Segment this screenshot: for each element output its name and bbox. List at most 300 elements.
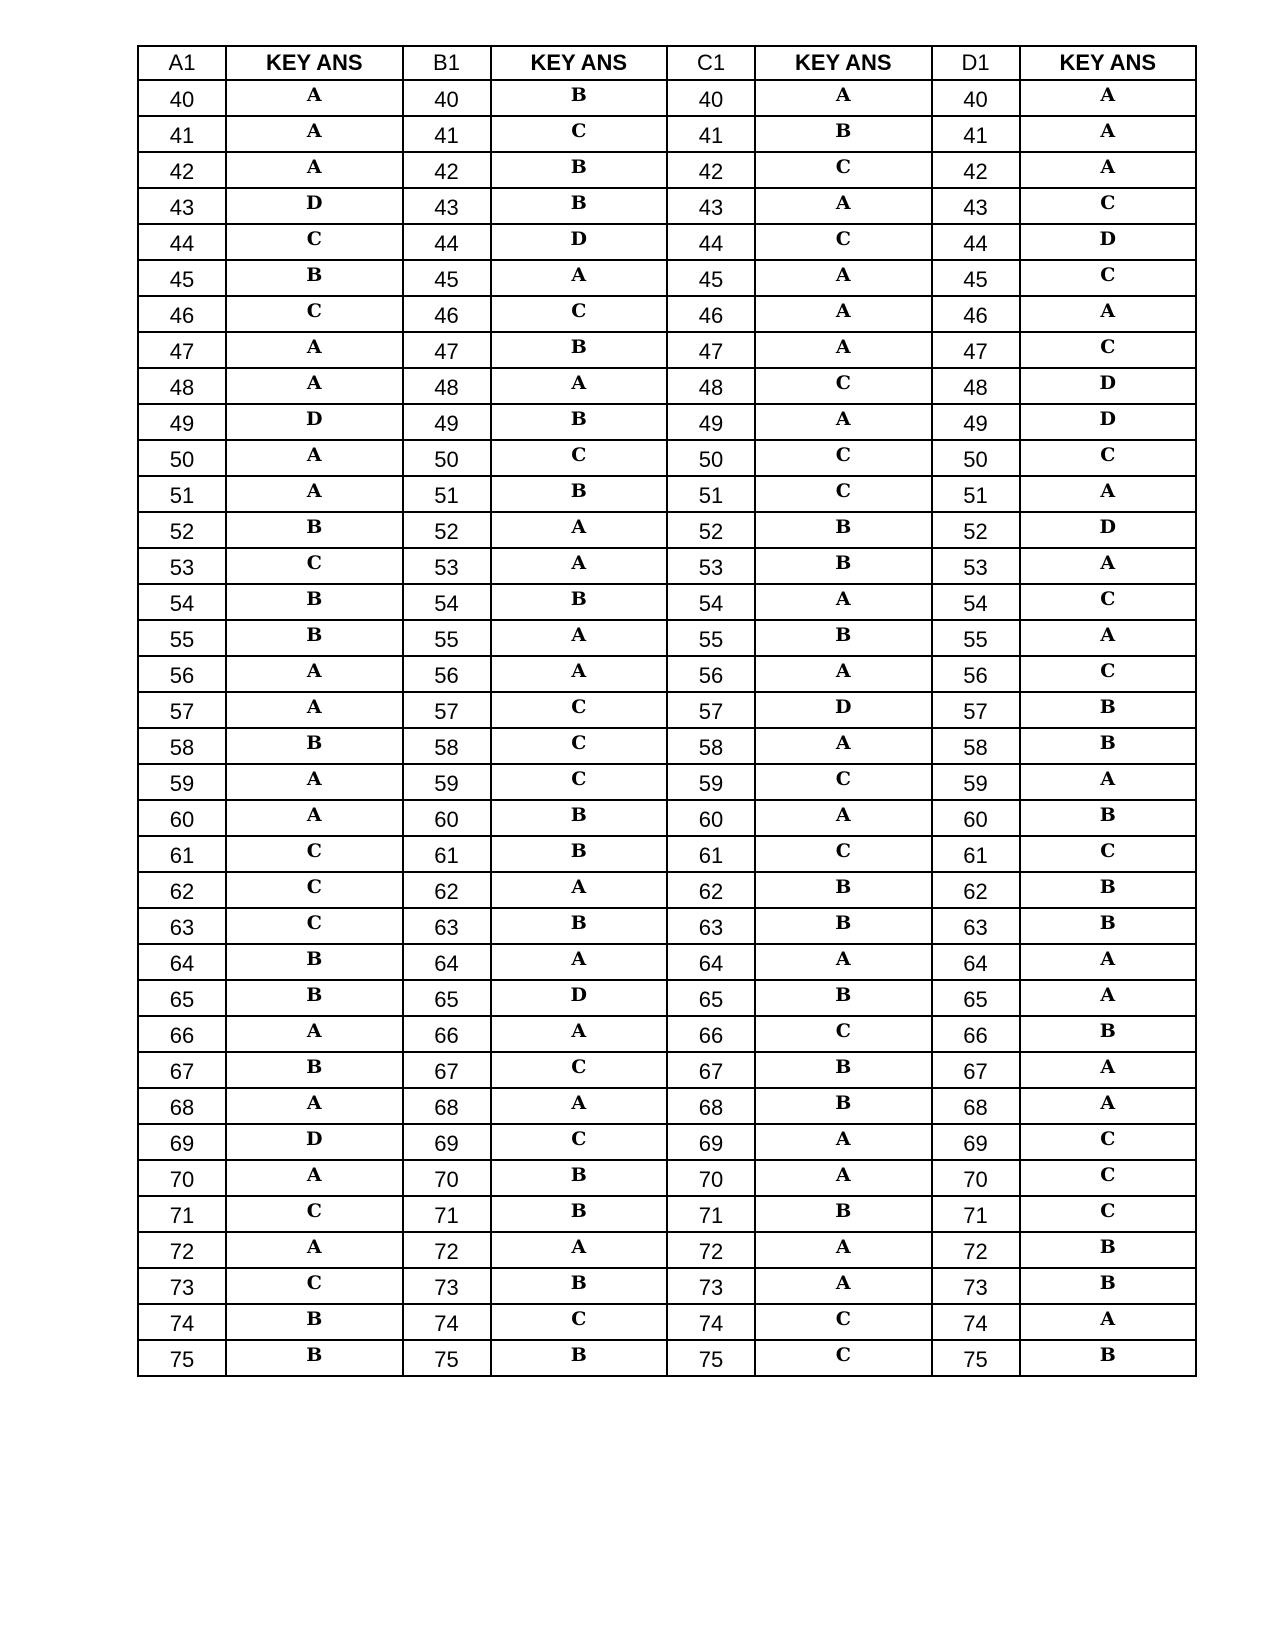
question-number-b1: 41 [403, 116, 491, 152]
question-number-b1: 68 [403, 1088, 491, 1124]
question-number-a1: 74 [138, 1304, 226, 1340]
key-answer-d1: A [1020, 296, 1197, 332]
key-answer-a1: C [226, 224, 403, 260]
question-number-c1: 70 [667, 1160, 755, 1196]
question-number-a1: 52 [138, 512, 226, 548]
question-number-c1: 73 [667, 1268, 755, 1304]
table-row [138, 368, 1196, 404]
key-answer-a1: C [226, 548, 403, 584]
key-answer-a1: A [226, 1160, 403, 1196]
question-number-a1: 69 [138, 1124, 226, 1160]
key-answer-c1: B [755, 1196, 932, 1232]
key-answer-d1: B [1020, 872, 1197, 908]
question-number-d1: 60 [932, 800, 1020, 836]
key-answer-a1: C [226, 296, 403, 332]
key-answer-d1: C [1020, 1124, 1197, 1160]
key-answer-b1: A [491, 1232, 668, 1268]
question-number-d1: 58 [932, 728, 1020, 764]
key-answer-b1: B [491, 476, 668, 512]
question-number-b1: 73 [403, 1268, 491, 1304]
question-number-a1: 70 [138, 1160, 226, 1196]
question-number-b1: 75 [403, 1340, 491, 1376]
key-answer-a1: A [226, 440, 403, 476]
key-answer-c1: C [755, 1304, 932, 1340]
key-answer-c1: C [755, 1340, 932, 1376]
key-answer-b1: B [491, 332, 668, 368]
header-key-ans-a1: KEY ANS [226, 46, 403, 80]
key-answer-b1: B [491, 1268, 668, 1304]
question-number-a1: 45 [138, 260, 226, 296]
key-answer-d1: D [1020, 512, 1197, 548]
key-answer-a1: C [226, 872, 403, 908]
table-row [138, 116, 1196, 152]
question-number-d1: 43 [932, 188, 1020, 224]
key-answer-a1: D [226, 404, 403, 440]
key-answer-c1: C [755, 836, 932, 872]
question-number-a1: 64 [138, 944, 226, 980]
question-number-a1: 44 [138, 224, 226, 260]
table-row [138, 152, 1196, 188]
question-number-d1: 62 [932, 872, 1020, 908]
key-answer-a1: A [226, 1232, 403, 1268]
question-number-d1: 68 [932, 1088, 1020, 1124]
key-answer-d1: B [1020, 1340, 1197, 1376]
question-number-a1: 47 [138, 332, 226, 368]
key-answer-d1: C [1020, 440, 1197, 476]
key-answer-a1: B [226, 728, 403, 764]
key-answer-d1: B [1020, 908, 1197, 944]
question-number-c1: 66 [667, 1016, 755, 1052]
key-answer-c1: A [755, 188, 932, 224]
question-number-a1: 50 [138, 440, 226, 476]
key-answer-b1: B [491, 80, 668, 116]
question-number-d1: 49 [932, 404, 1020, 440]
key-answer-b1: D [491, 224, 668, 260]
key-answer-a1: B [226, 620, 403, 656]
question-number-d1: 51 [932, 476, 1020, 512]
key-answer-a1: C [226, 1196, 403, 1232]
question-number-b1: 63 [403, 908, 491, 944]
question-number-d1: 63 [932, 908, 1020, 944]
question-number-c1: 51 [667, 476, 755, 512]
key-answer-a1: B [226, 1304, 403, 1340]
question-number-b1: 54 [403, 584, 491, 620]
key-answer-d1: A [1020, 764, 1197, 800]
table-row [138, 836, 1196, 872]
question-number-a1: 41 [138, 116, 226, 152]
question-number-a1: 46 [138, 296, 226, 332]
question-number-d1: 64 [932, 944, 1020, 980]
key-answer-d1: C [1020, 188, 1197, 224]
key-answer-c1: A [755, 1160, 932, 1196]
question-number-a1: 49 [138, 404, 226, 440]
question-number-a1: 56 [138, 656, 226, 692]
question-number-b1: 65 [403, 980, 491, 1016]
question-number-d1: 55 [932, 620, 1020, 656]
table-row [138, 188, 1196, 224]
table-row [138, 404, 1196, 440]
key-answer-d1: A [1020, 548, 1197, 584]
key-answer-b1: B [491, 404, 668, 440]
key-answer-c1: B [755, 980, 932, 1016]
question-number-d1: 65 [932, 980, 1020, 1016]
key-answer-c1: A [755, 80, 932, 116]
question-number-b1: 61 [403, 836, 491, 872]
key-answer-d1: C [1020, 656, 1197, 692]
key-answer-a1: B [226, 980, 403, 1016]
question-number-a1: 60 [138, 800, 226, 836]
question-number-c1: 43 [667, 188, 755, 224]
question-number-b1: 48 [403, 368, 491, 404]
key-answer-c1: A [755, 332, 932, 368]
question-number-d1: 46 [932, 296, 1020, 332]
question-number-c1: 55 [667, 620, 755, 656]
key-answer-d1: B [1020, 728, 1197, 764]
key-answer-c1: B [755, 1052, 932, 1088]
question-number-d1: 44 [932, 224, 1020, 260]
table-row [138, 1088, 1196, 1124]
key-answer-b1: D [491, 980, 668, 1016]
key-answer-c1: A [755, 1124, 932, 1160]
question-number-a1: 75 [138, 1340, 226, 1376]
question-number-d1: 52 [932, 512, 1020, 548]
key-answer-b1: B [491, 584, 668, 620]
question-number-c1: 71 [667, 1196, 755, 1232]
key-answer-b1: C [491, 440, 668, 476]
question-number-c1: 45 [667, 260, 755, 296]
table-row [138, 296, 1196, 332]
table-row [138, 1232, 1196, 1268]
question-number-c1: 74 [667, 1304, 755, 1340]
table-row [138, 224, 1196, 260]
key-answer-d1: A [1020, 152, 1197, 188]
table-row [138, 620, 1196, 656]
table-row [138, 584, 1196, 620]
key-answer-c1: A [755, 728, 932, 764]
key-answer-c1: B [755, 548, 932, 584]
table-row [138, 1340, 1196, 1376]
question-number-b1: 53 [403, 548, 491, 584]
key-answer-b1: A [491, 260, 668, 296]
key-answer-c1: C [755, 476, 932, 512]
key-answer-a1: B [226, 512, 403, 548]
key-answer-a1: A [226, 1016, 403, 1052]
question-number-b1: 42 [403, 152, 491, 188]
key-answer-a1: C [226, 836, 403, 872]
question-number-c1: 42 [667, 152, 755, 188]
key-answer-a1: A [226, 764, 403, 800]
question-number-b1: 74 [403, 1304, 491, 1340]
question-number-c1: 40 [667, 80, 755, 116]
key-answer-c1: A [755, 260, 932, 296]
question-number-b1: 57 [403, 692, 491, 728]
key-answer-b1: B [491, 1340, 668, 1376]
table-row [138, 332, 1196, 368]
key-answer-b1: A [491, 368, 668, 404]
key-answer-d1: C [1020, 1196, 1197, 1232]
key-answer-b1: A [491, 656, 668, 692]
question-number-c1: 46 [667, 296, 755, 332]
key-answer-c1: C [755, 764, 932, 800]
question-number-c1: 61 [667, 836, 755, 872]
table-row [138, 908, 1196, 944]
question-number-d1: 41 [932, 116, 1020, 152]
key-answer-d1: D [1020, 368, 1197, 404]
table-row [138, 512, 1196, 548]
question-number-a1: 54 [138, 584, 226, 620]
key-answer-d1: B [1020, 800, 1197, 836]
key-answer-c1: A [755, 296, 932, 332]
table-row [138, 1196, 1196, 1232]
key-answer-b1: A [491, 512, 668, 548]
key-answer-d1: B [1020, 1268, 1197, 1304]
question-number-a1: 61 [138, 836, 226, 872]
key-answer-c1: B [755, 620, 932, 656]
question-number-a1: 55 [138, 620, 226, 656]
question-number-c1: 62 [667, 872, 755, 908]
key-answer-b1: B [491, 1160, 668, 1196]
question-number-a1: 51 [138, 476, 226, 512]
key-answer-c1: B [755, 116, 932, 152]
question-number-a1: 48 [138, 368, 226, 404]
question-number-a1: 67 [138, 1052, 226, 1088]
key-answer-c1: A [755, 584, 932, 620]
question-number-c1: 54 [667, 584, 755, 620]
key-answer-d1: A [1020, 1088, 1197, 1124]
table-row [138, 80, 1196, 116]
question-number-a1: 72 [138, 1232, 226, 1268]
question-number-b1: 50 [403, 440, 491, 476]
question-number-d1: 56 [932, 656, 1020, 692]
question-number-b1: 71 [403, 1196, 491, 1232]
key-answer-b1: A [491, 944, 668, 980]
question-number-b1: 60 [403, 800, 491, 836]
key-answer-a1: A [226, 656, 403, 692]
key-answer-c1: A [755, 656, 932, 692]
question-number-b1: 59 [403, 764, 491, 800]
key-answer-b1: C [491, 728, 668, 764]
question-number-c1: 49 [667, 404, 755, 440]
question-number-c1: 69 [667, 1124, 755, 1160]
key-answer-a1: C [226, 908, 403, 944]
key-answer-d1: D [1020, 224, 1197, 260]
table-header [138, 46, 1196, 80]
key-answer-c1: A [755, 800, 932, 836]
question-number-c1: 75 [667, 1340, 755, 1376]
key-answer-a1: A [226, 476, 403, 512]
question-number-d1: 59 [932, 764, 1020, 800]
question-number-b1: 46 [403, 296, 491, 332]
table-row [138, 656, 1196, 692]
question-number-a1: 66 [138, 1016, 226, 1052]
question-number-b1: 56 [403, 656, 491, 692]
key-answer-b1: A [491, 1088, 668, 1124]
key-answer-b1: B [491, 1196, 668, 1232]
question-number-c1: 60 [667, 800, 755, 836]
key-answer-a1: B [226, 1052, 403, 1088]
question-number-b1: 44 [403, 224, 491, 260]
key-answer-a1: A [226, 152, 403, 188]
question-number-d1: 54 [932, 584, 1020, 620]
question-number-a1: 68 [138, 1088, 226, 1124]
key-answer-d1: C [1020, 332, 1197, 368]
question-number-d1: 47 [932, 332, 1020, 368]
question-number-d1: 40 [932, 80, 1020, 116]
key-answer-b1: B [491, 800, 668, 836]
table-row [138, 476, 1196, 512]
question-number-d1: 57 [932, 692, 1020, 728]
question-number-b1: 64 [403, 944, 491, 980]
table-row [138, 800, 1196, 836]
question-number-c1: 72 [667, 1232, 755, 1268]
question-number-b1: 67 [403, 1052, 491, 1088]
header-row [138, 46, 1196, 80]
table-row [138, 1052, 1196, 1088]
header-key-ans-d1: KEY ANS [1020, 46, 1197, 80]
key-answer-d1: A [1020, 944, 1197, 980]
key-answer-a1: C [226, 1268, 403, 1304]
question-number-d1: 66 [932, 1016, 1020, 1052]
question-number-c1: 56 [667, 656, 755, 692]
key-answer-a1: B [226, 1340, 403, 1376]
question-number-c1: 48 [667, 368, 755, 404]
table-row [138, 1016, 1196, 1052]
question-number-d1: 67 [932, 1052, 1020, 1088]
key-answer-a1: A [226, 116, 403, 152]
question-number-a1: 43 [138, 188, 226, 224]
question-number-c1: 44 [667, 224, 755, 260]
key-answer-d1: C [1020, 836, 1197, 872]
header-key-ans-c1: KEY ANS [755, 46, 932, 80]
key-answer-a1: A [226, 692, 403, 728]
question-number-b1: 47 [403, 332, 491, 368]
key-answer-b1: C [491, 116, 668, 152]
question-number-a1: 65 [138, 980, 226, 1016]
key-answer-c1: A [755, 404, 932, 440]
question-number-b1: 70 [403, 1160, 491, 1196]
key-answer-c1: D [755, 692, 932, 728]
question-number-c1: 59 [667, 764, 755, 800]
answer-key-table [137, 45, 1197, 1377]
question-number-b1: 51 [403, 476, 491, 512]
question-number-c1: 63 [667, 908, 755, 944]
key-answer-d1: B [1020, 1232, 1197, 1268]
question-number-c1: 52 [667, 512, 755, 548]
question-number-a1: 71 [138, 1196, 226, 1232]
key-answer-c1: B [755, 512, 932, 548]
table-body [138, 80, 1196, 1376]
key-answer-b1: C [491, 1124, 668, 1160]
table-row [138, 440, 1196, 476]
key-answer-d1: A [1020, 116, 1197, 152]
key-answer-a1: A [226, 80, 403, 116]
question-number-a1: 42 [138, 152, 226, 188]
key-answer-b1: C [491, 1052, 668, 1088]
key-answer-d1: A [1020, 620, 1197, 656]
question-number-b1: 55 [403, 620, 491, 656]
table-row [138, 944, 1196, 980]
question-number-b1: 66 [403, 1016, 491, 1052]
key-answer-a1: B [226, 584, 403, 620]
question-number-d1: 73 [932, 1268, 1020, 1304]
question-number-d1: 61 [932, 836, 1020, 872]
key-answer-b1: A [491, 620, 668, 656]
key-answer-d1: A [1020, 980, 1197, 1016]
question-number-c1: 67 [667, 1052, 755, 1088]
question-number-a1: 73 [138, 1268, 226, 1304]
header-key-ans-b1: KEY ANS [491, 46, 668, 80]
key-answer-c1: C [755, 152, 932, 188]
question-number-c1: 68 [667, 1088, 755, 1124]
table-row [138, 260, 1196, 296]
question-number-a1: 40 [138, 80, 226, 116]
key-answer-c1: A [755, 1232, 932, 1268]
header-set-a1: A1 [138, 46, 226, 80]
key-answer-d1: C [1020, 260, 1197, 296]
key-answer-d1: A [1020, 1304, 1197, 1340]
key-answer-b1: A [491, 872, 668, 908]
key-answer-c1: C [755, 224, 932, 260]
question-number-d1: 53 [932, 548, 1020, 584]
table-row [138, 728, 1196, 764]
question-number-b1: 52 [403, 512, 491, 548]
key-answer-b1: C [491, 296, 668, 332]
key-answer-c1: C [755, 440, 932, 476]
key-answer-a1: A [226, 800, 403, 836]
key-answer-c1: B [755, 872, 932, 908]
question-number-c1: 53 [667, 548, 755, 584]
key-answer-d1: A [1020, 476, 1197, 512]
key-answer-a1: D [226, 188, 403, 224]
question-number-d1: 50 [932, 440, 1020, 476]
key-answer-b1: B [491, 836, 668, 872]
question-number-d1: 72 [932, 1232, 1020, 1268]
question-number-a1: 58 [138, 728, 226, 764]
question-number-d1: 48 [932, 368, 1020, 404]
question-number-b1: 69 [403, 1124, 491, 1160]
question-number-a1: 57 [138, 692, 226, 728]
question-number-a1: 53 [138, 548, 226, 584]
question-number-d1: 75 [932, 1340, 1020, 1376]
question-number-a1: 63 [138, 908, 226, 944]
key-answer-c1: A [755, 1268, 932, 1304]
header-set-b1: B1 [403, 46, 491, 80]
question-number-b1: 43 [403, 188, 491, 224]
key-answer-c1: B [755, 1088, 932, 1124]
key-answer-a1: B [226, 944, 403, 980]
key-answer-b1: C [491, 1304, 668, 1340]
key-answer-c1: A [755, 944, 932, 980]
key-answer-b1: A [491, 548, 668, 584]
key-answer-a1: D [226, 1124, 403, 1160]
table-row [138, 1124, 1196, 1160]
question-number-b1: 45 [403, 260, 491, 296]
key-answer-a1: B [226, 260, 403, 296]
question-number-b1: 62 [403, 872, 491, 908]
question-number-b1: 49 [403, 404, 491, 440]
key-answer-b1: B [491, 188, 668, 224]
question-number-d1: 70 [932, 1160, 1020, 1196]
key-answer-d1: A [1020, 80, 1197, 116]
question-number-d1: 74 [932, 1304, 1020, 1340]
question-number-d1: 42 [932, 152, 1020, 188]
key-answer-d1: B [1020, 1016, 1197, 1052]
table-row [138, 980, 1196, 1016]
question-number-c1: 41 [667, 116, 755, 152]
question-number-b1: 40 [403, 80, 491, 116]
header-set-d1: D1 [932, 46, 1020, 80]
question-number-c1: 50 [667, 440, 755, 476]
